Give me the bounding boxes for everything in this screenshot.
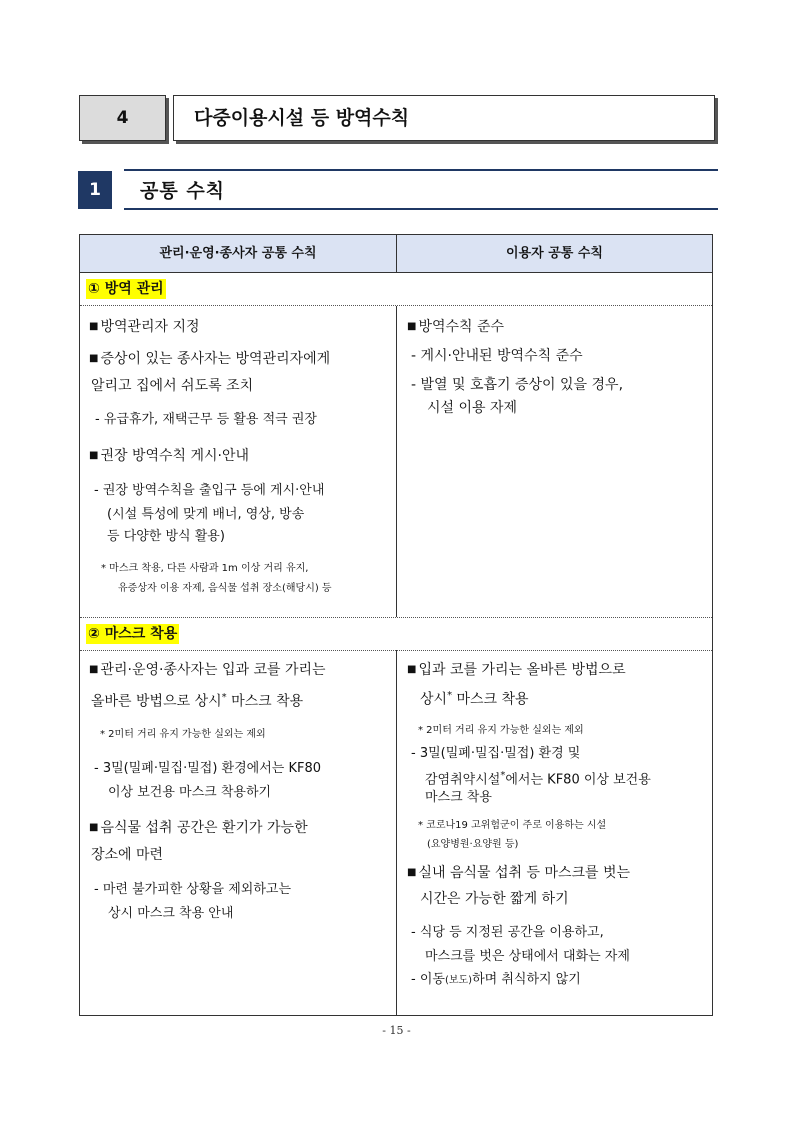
list-item-cont: 시간은 가능한 짧게 하기 xyxy=(420,891,569,907)
chapter-title: 다중이용시설 등 방역수칙 xyxy=(173,95,715,141)
list-item: ■ 방역수칙 준수 xyxy=(407,319,505,335)
sub-item: - 3밀(밀폐·밀집·밀접) 환경 및 xyxy=(411,746,581,761)
list-item: ■ 음식물 섭취 공간은 환기가 가능한 xyxy=(89,820,308,836)
sub-item-cont: (시설 특성에 맞게 배너, 영상, 방송 xyxy=(107,507,305,522)
section-rule-bottom xyxy=(124,208,718,210)
sub-item: - 발열 및 호흡기 증상이 있을 경우, xyxy=(411,377,624,393)
sub-item: - 이동(보도)하며 취식하지 않기 xyxy=(411,972,581,987)
list-item: ■ 관리·운영·종사자는 입과 코를 가리는 xyxy=(89,662,326,678)
band2-right-cell xyxy=(397,650,712,1015)
rules-table xyxy=(79,234,713,1016)
list-item-cont: 올바른 방법으로 상시* 마스크 착용 xyxy=(91,692,304,710)
square-bullet-icon: ■ xyxy=(89,664,99,675)
footnote-cont: (요양병원·요양원 등) xyxy=(427,839,519,850)
list-item: ■ 증상이 있는 종사자는 방역관리자에게 xyxy=(89,351,331,367)
square-bullet-icon: ■ xyxy=(89,321,99,332)
list-item: ■ 입과 코를 가리는 올바른 방법으로 xyxy=(407,662,626,678)
sub-item-cont: 이상 보건용 마스크 착용하기 xyxy=(108,785,272,800)
sub-item-cont: 시설 이용 자제 xyxy=(427,400,518,416)
square-bullet-icon: ■ xyxy=(89,822,99,833)
section-heading xyxy=(78,168,718,210)
list-item: ■ 권장 방역수칙 게시·안내 xyxy=(89,448,250,464)
list-item: ■ 방역관리자 지정 xyxy=(89,319,200,335)
band-label: ② 마스크 착용 xyxy=(88,626,178,642)
band2-left-cell xyxy=(80,650,396,1015)
footnote: * 코로나19 고위험군이 주로 이용하는 시설 xyxy=(418,820,607,831)
square-bullet-icon: ■ xyxy=(407,321,417,332)
band1-right-cell xyxy=(397,306,712,617)
footnote: * 2미터 거리 유지 가능한 실외는 제외 xyxy=(418,725,584,736)
page-number: - 15 - xyxy=(382,1024,411,1037)
square-bullet-icon: ■ xyxy=(407,867,417,878)
sub-item: - 3밀(밀폐·밀집·밀접) 환경에서는 KF80 xyxy=(94,761,322,776)
sub-item: - 식당 등 지정된 공간을 이용하고, xyxy=(411,925,604,940)
list-item-cont: 알리고 집에서 쉬도록 조치 xyxy=(91,378,254,394)
footnote: * 마스크 착용, 다른 사람과 1m 이상 거리 유지, xyxy=(101,563,309,574)
sub-item-cont: 등 다양한 방식 활용) xyxy=(107,529,225,544)
sub-item-cont: 마스크를 벗은 상태에서 대화는 자제 xyxy=(425,949,630,964)
sub-item: - 게시·안내된 방역수칙 준수 xyxy=(411,348,583,364)
band1-left-cell xyxy=(80,306,396,617)
section-title: 공통 수칙 xyxy=(140,180,226,202)
section-rule-top xyxy=(124,169,718,171)
band-quarantine-management xyxy=(80,273,712,306)
square-bullet-icon: ■ xyxy=(89,450,99,461)
sub-item-cont: 감염취약시설*에서는 KF80 이상 보건용 xyxy=(425,770,651,788)
section-number: 1 xyxy=(78,171,112,209)
square-bullet-icon: ■ xyxy=(89,353,99,364)
header-right: 이용자 공통 수칙 xyxy=(506,246,603,261)
sub-item: - 유급휴가, 재택근무 등 활용 적극 권장 xyxy=(95,412,317,427)
header-left: 관리·운영·종사자 공통 수칙 xyxy=(80,235,397,272)
sub-item: - 마련 불가피한 상황을 제외하고는 xyxy=(94,882,292,897)
footnote-cont: 유증상자 이용 자제, 음식물 섭취 장소(해당시) 등 xyxy=(118,583,332,594)
band-label: ① 방역 관리 xyxy=(88,281,164,297)
sub-item-cont: 상시 마스크 착용 안내 xyxy=(108,906,234,921)
chapter-number: 4 xyxy=(79,95,166,141)
sub-item: - 권장 방역수칙을 출입구 등에 게시·안내 xyxy=(94,483,325,498)
square-bullet-icon: ■ xyxy=(407,664,417,675)
table-header-row xyxy=(80,235,712,273)
list-item-cont: 상시* 마스크 착용 xyxy=(420,690,529,708)
list-item-cont: 장소에 마련 xyxy=(91,847,164,863)
band-mask-wearing xyxy=(80,617,712,651)
list-item: ■ 실내 음식물 섭취 등 마스크를 벗는 xyxy=(407,865,631,881)
sub-item-cont: 마스크 착용 xyxy=(425,790,492,805)
footnote: * 2미터 거리 유지 가능한 실외는 제외 xyxy=(100,729,266,740)
